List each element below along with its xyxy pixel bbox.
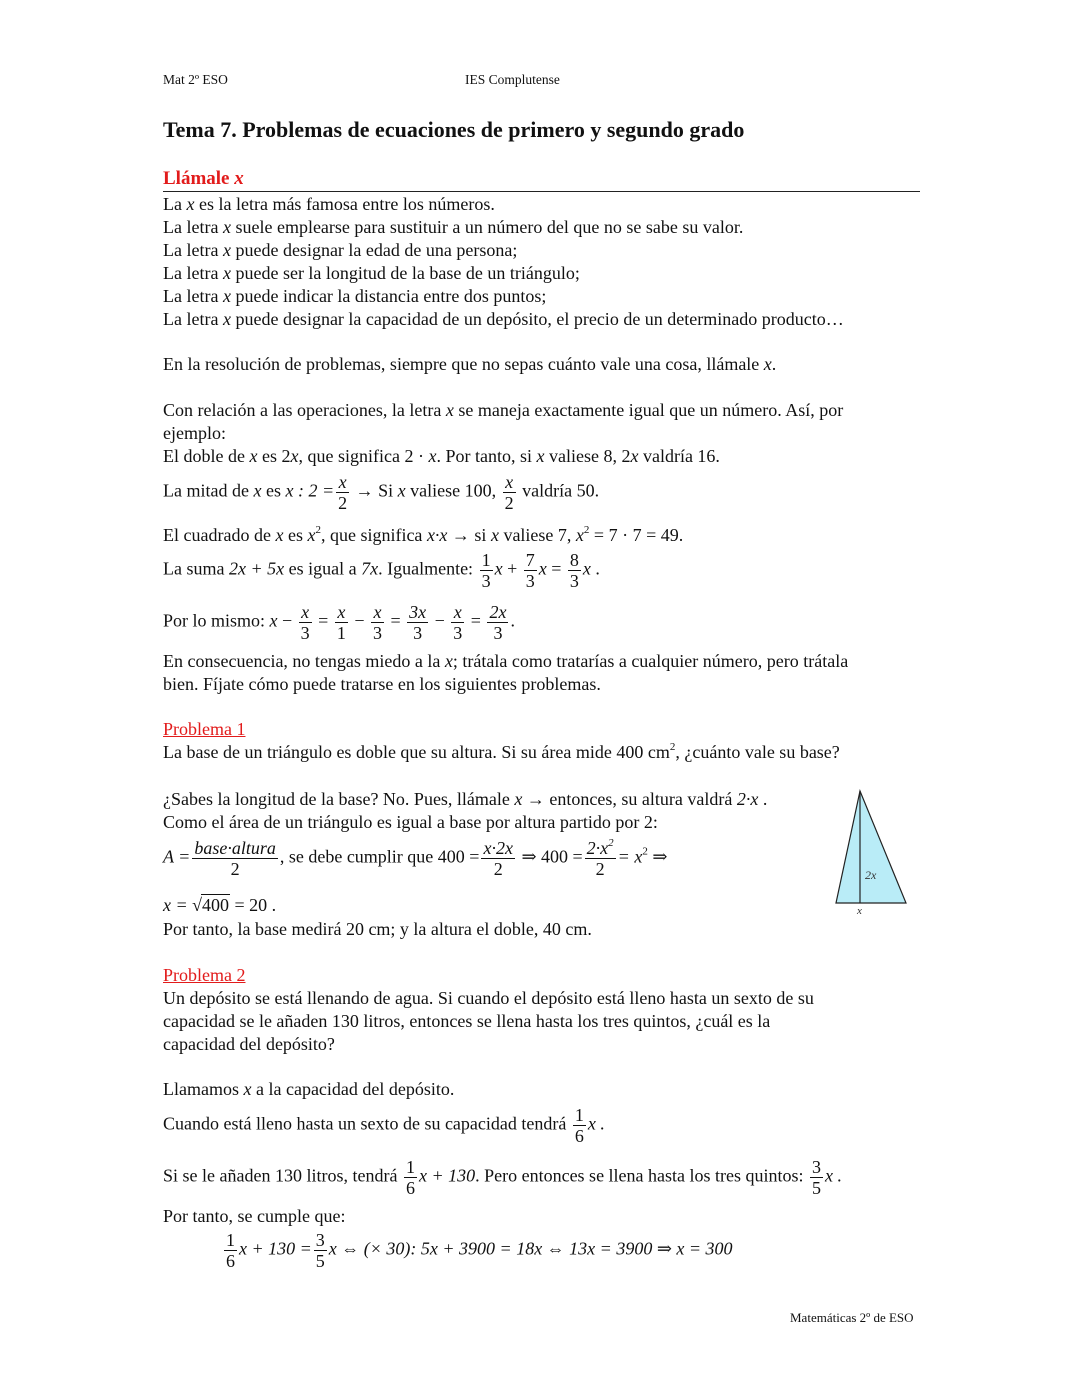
advice-paragraph: En la resolución de problemas, siempre que no sepas cuánto vale una cosa, llámale x. (163, 354, 777, 374)
section-heading-text: Llámale (163, 168, 235, 189)
call-line: Llamamos x a la capacidad del depósito. (163, 1079, 455, 1099)
problem-2-statement-line: capacidad del depósito? (163, 1034, 335, 1054)
problem-2-statement-line: Un depósito se está llenando de agua. Si cuando el depósito está lleno hasta un sexto de su (163, 988, 814, 1008)
header-center: IES Complutense (465, 72, 560, 87)
problem-1 (163, 718, 840, 764)
intro-line: La x es la letra más famosa entre los números. (163, 194, 495, 214)
conclusion-paragraph: En consecuencia, no tengas miedo a la x; trátala como tratarías a cualquier número, pero trátala bien. Fíjate cómo puede tratarse en los siguientes problemas. (163, 651, 849, 694)
intro-line: La letra x puede indicar la distancia entre dos puntos; (163, 286, 547, 306)
section-heading-var: x (234, 168, 244, 189)
problem-2-statement-line: capacidad se le añaden 130 litros, entonces se llena hasta los tres quintos, ¿cuál es la (163, 1011, 771, 1031)
triangle-shape (836, 791, 906, 903)
half-example: La mitad de x es x : 2 = $\frac{x}{2}$ → Si x valiese 100, $\frac{x}{2}$ valdría 50. (163, 472, 600, 513)
intro-line: La letra x puede designar la capacidad de un depósito, el precio de un determinado producto… (163, 309, 844, 329)
same-example: Por lo mismo: x − $\frac{x}{3}$ = $\frac{x}{1}$ − $\frac{x}{3}$ = $\frac{3x}{3}$ − $\frac{x}{3}$ = $\frac{2x}{3}$ . (163, 602, 515, 643)
double-example: El doble de x es 2x, que significa 2 · x. Por tanto, si x valiese 8, 2x valdría 16. (163, 446, 720, 466)
final-equation: $\frac{1}{6}$ x + 130 = $\frac{3}{5}$ x ⇔ (× 30): 5x + 3900 = 18x ⇔ 13x = 3900 ⇒ x = 300 (226, 1230, 733, 1271)
problem-2-label: Problema 2 (163, 965, 246, 985)
problem-2 (163, 964, 814, 1056)
problem-1-solution: ¿Sabes la longitud de la base? No. Pues, llámale x → entonces, su altura valdrá 2·x . Como el área de un triángulo es igual a base por altura partido por 2: (163, 789, 768, 832)
therefore-line: Por tanto, se cumple que: (163, 1206, 346, 1226)
root-line: x = √400 = 20 . (163, 895, 277, 915)
triangle-figure (832, 787, 912, 917)
sum-example: La suma 2x + 5x es igual a 7x. Igualmente: $\frac{1}{3}$ x + $\frac{7}{3}$ x = $\frac{8}{3}$ x . (163, 550, 600, 591)
operations-intro: Con relación a las operaciones, la letra x se maneja exactamente igual que un número. Así, por ejemplo: El doble de x es 2x, que significa 2 · x. Por tanto, si x valiese 8, 2x valdría 16. (163, 400, 844, 466)
footer: Matemáticas 2º de ESO (790, 1310, 914, 1325)
intro-line: La letra x suele emplearse para sustituir a un número del que no se sabe su valor. (163, 217, 744, 237)
section-heading (163, 168, 244, 190)
problem-1-answer: Por tanto, la base medirá 20 cm; y la altura el doble, 40 cm. (163, 919, 592, 939)
page-title: Tema 7. Problemas de ecuaciones de primero y segundo grado (163, 117, 745, 142)
problem-1-statement: La base de un triángulo es doble que su altura. Si su área mide 400 $cm^2$, ¿cuánto vale su base? (163, 741, 840, 762)
square-example: El cuadrado de x es $x^2$, que significa x·x → si x valiese 7, $x^2 = 7 \cdot 7 = 49$. (163, 524, 684, 545)
intro-lines (163, 193, 844, 331)
area-formula: A = $\frac{\text{base·altura}}{2}$ , se debe cumplir que 400 = $\frac{x\cdot 2x}{2}$ ⇒ 400 = $\frac{2\cdot x^2}{2}$ = $x^2$ ⇒ (163, 837, 668, 879)
sixth-line: Cuando está lleno hasta un sexto de su capacidad tendrá $\frac{1}{6}$ x . (163, 1105, 605, 1146)
intro-line: La letra x puede designar la edad de una persona; (163, 240, 518, 260)
added-line: Si se le añaden 130 litros, tendrá $\frac{1}{6}$ x + 130. Pero entonces se llena hasta los tres quintos: $\frac{3}{5}$ x . (163, 1157, 843, 1198)
height-label: 2x (865, 868, 877, 882)
intro-line: La letra x puede ser la longitud de la base de un triángulo; (163, 263, 580, 283)
header-left: Mat 2º ESO (163, 72, 228, 87)
base-label: x (857, 905, 862, 917)
section-divider (163, 191, 920, 192)
problem-1-label: Problema 1 (163, 719, 246, 739)
